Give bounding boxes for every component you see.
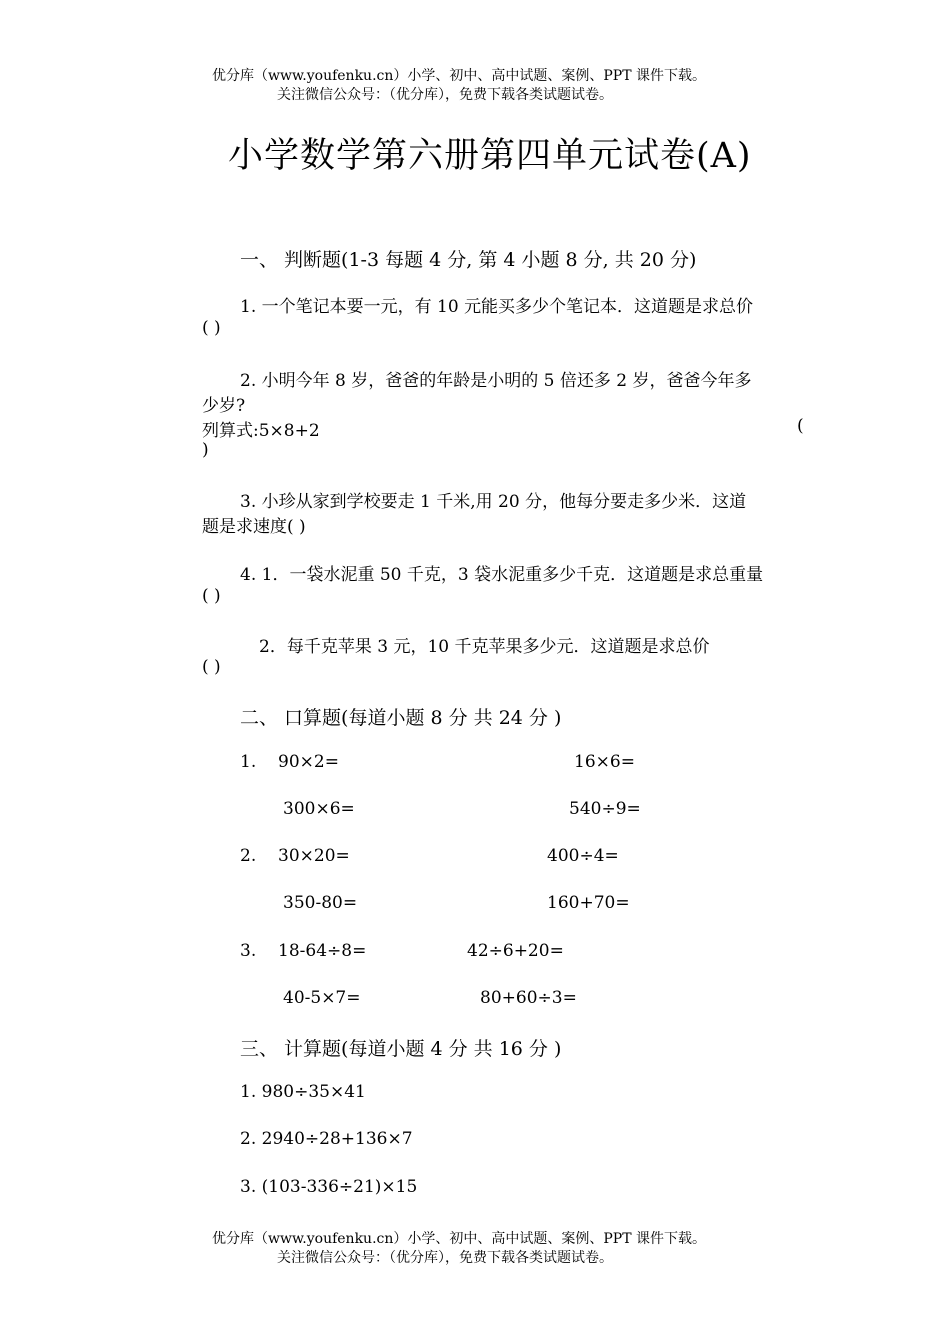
oral-calc-1a: 90×2= (278, 752, 339, 772)
question-4-sub-2-line-1: 2．每千克苹果 3 元，10 千克苹果多少元．这道题是求总价 (259, 637, 710, 657)
oral-calc-1d: 540÷9= (569, 799, 641, 819)
oral-calc-2d: 160+70= (547, 893, 630, 913)
oral-calc-1b: 16×6= (574, 752, 635, 772)
group-2-number: 2. (240, 846, 257, 866)
calc-question-1: 1. 980÷35×41 (240, 1082, 366, 1102)
footer-line-1: 优分库（www.youfenku.cn）小学、初中、高中试题、案例、PPT 课件下载。 (212, 1231, 707, 1247)
question-2-paren-open: ( (797, 416, 804, 436)
section-3-heading: 三、 计算题(每道小题 4 分 共 16 分 ) (240, 1038, 562, 1060)
group-3-number: 3. (240, 941, 257, 961)
question-4-answer-blank: ( ) (202, 586, 221, 606)
question-2-paren-close: ) (202, 440, 209, 460)
group-1-number: 1. (240, 752, 257, 772)
section-1-heading: 一、 判断题(1-3 每题 4 分, 第 4 小题 8 分, 共 20 分) (240, 249, 697, 271)
section-2-heading: 二、 口算题(每道小题 8 分 共 24 分 ) (240, 707, 562, 729)
question-4-sub-2-answer-blank: ( ) (202, 657, 221, 677)
page-title: 小学数学第六册第四单元试卷(A) (228, 136, 752, 176)
oral-calc-2a: 30×20= (278, 846, 350, 866)
question-2-line-1: 2. 小明今年 8 岁，爸爸的年龄是小明的 5 倍还多 2 岁，爸爸今年多 (240, 371, 752, 391)
oral-calc-3d: 80+60÷3= (480, 988, 577, 1008)
calc-question-3: 3. (103-336÷21)×15 (240, 1177, 418, 1197)
oral-calc-3a: 18-64÷8= (278, 941, 367, 961)
oral-calc-1c: 300×6= (283, 799, 355, 819)
oral-calc-3b: 42÷6+20= (467, 941, 564, 961)
question-4-line-1: 4. 1．一袋水泥重 50 千克，3 袋水泥重多少千克．这道题是求总重量 (240, 565, 764, 585)
question-1-line-1: 1. 一个笔记本要一元，有 10 元能买多少个笔记本．这道题是求总价 (240, 297, 754, 317)
oral-calc-3c: 40-5×7= (283, 988, 361, 1008)
question-1-answer-blank: ( ) (202, 318, 221, 338)
question-3-line-1: 3. 小珍从家到学校要走 1 千米,用 20 分，他每分要走多少米．这道 (240, 492, 747, 512)
calc-question-2: 2. 2940÷28+136×7 (240, 1129, 413, 1149)
header-line-2: 关注微信公众号：（优分库），免费下载各类试题试卷。 (277, 87, 613, 103)
question-2-line-2: 少岁? (202, 396, 246, 416)
footer-line-2: 关注微信公众号：（优分库），免费下载各类试题试卷。 (277, 1250, 613, 1266)
question-3-line-2: 题是求速度( ) (202, 517, 306, 537)
oral-calc-2b: 400÷4= (547, 846, 619, 866)
oral-calc-2c: 350-80= (283, 893, 358, 913)
header-line-1: 优分库（www.youfenku.cn）小学、初中、高中试题、案例、PPT 课件下载。 (212, 68, 707, 84)
question-2-formula: 列算式:5×8+2 (202, 421, 320, 441)
